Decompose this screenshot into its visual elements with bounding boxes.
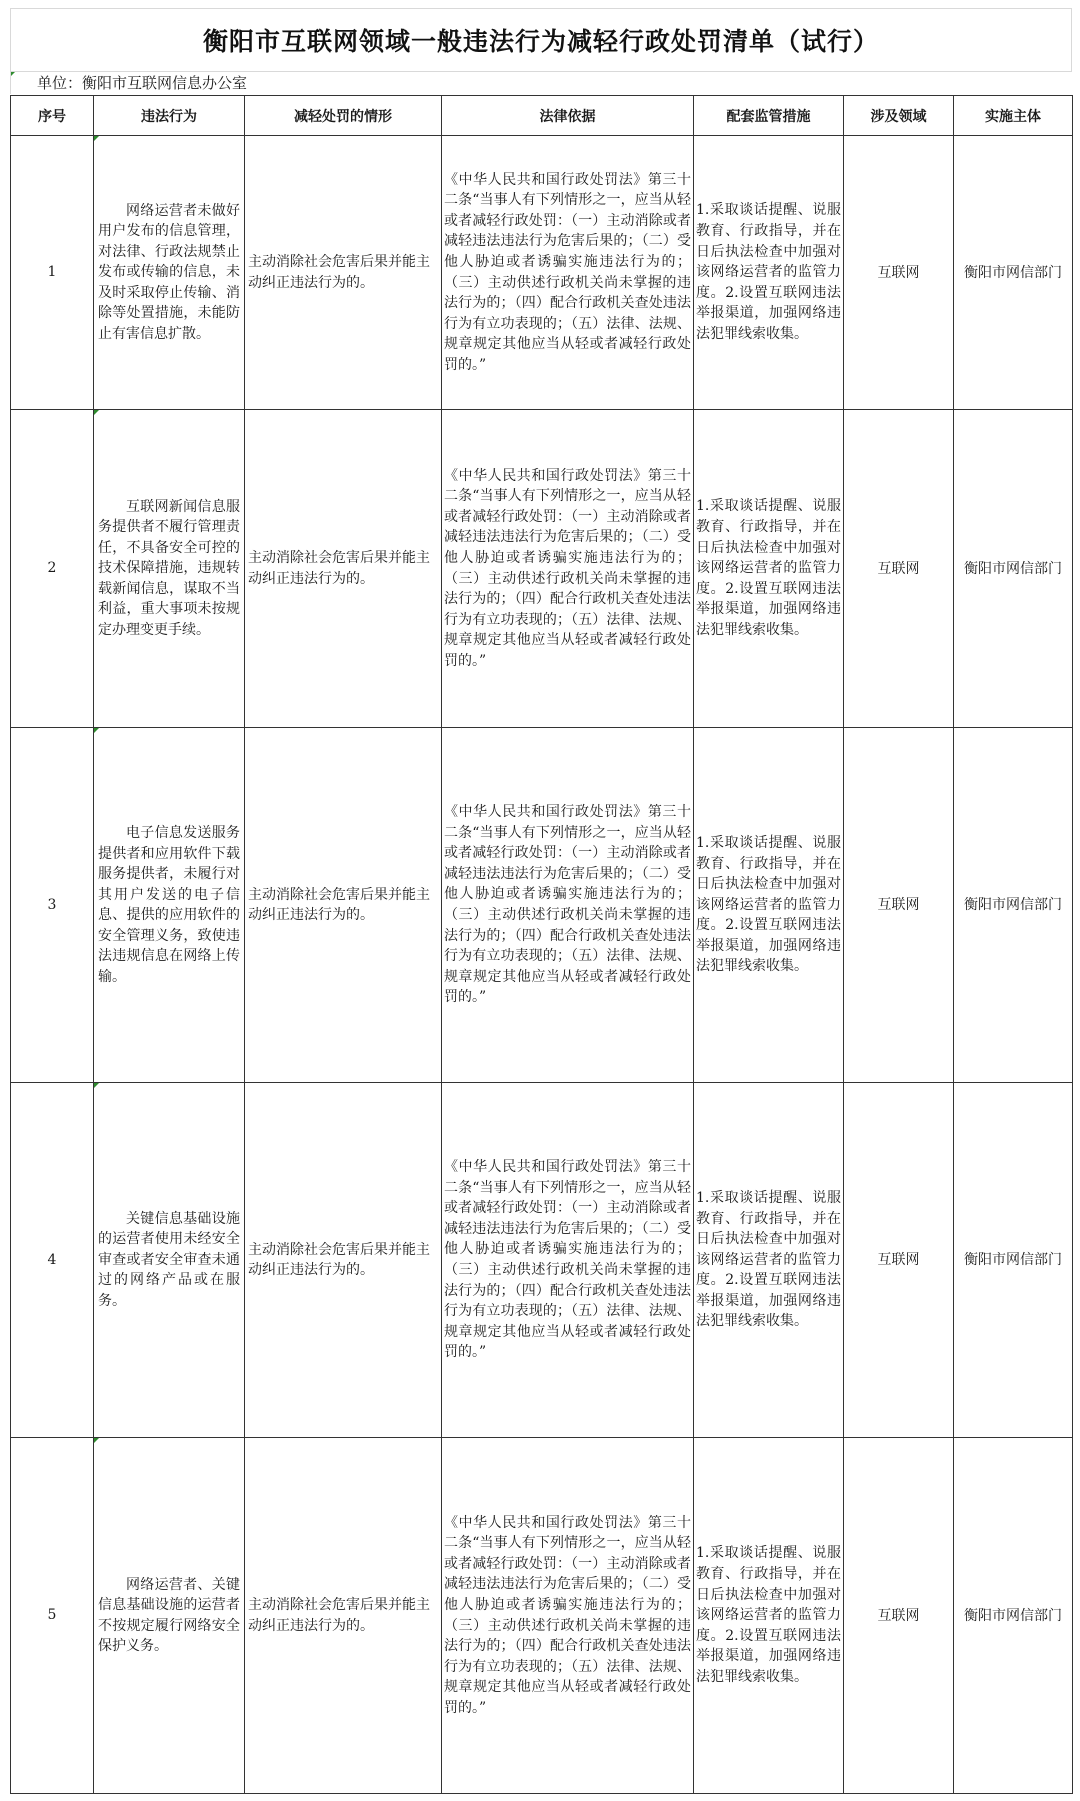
cell-comment-marker bbox=[94, 410, 99, 415]
violation-cell: 关键信息基础设施的运营者使用未经安全审查或者安全审查未通过的网络产品或在服务。 bbox=[94, 1083, 245, 1438]
field-cell: 互联网 bbox=[844, 1083, 954, 1438]
issuing-unit: 单位：衡阳市互联网信息办公室 bbox=[10, 72, 1070, 94]
cell-comment-marker bbox=[94, 136, 99, 141]
legal-basis-cell: 《中华人民共和国行政处罚法》第三十二条“当事人有下列情形之一，应当从轻或者减轻行政处罚：（一）主动消除或者减轻违法违法行为危害后果的；（二）受他人胁迫或者诱骗实施违法行为的；（三）主动供述行政机关尚未掌握的违法行为的；（四）配合行政机关查处违法行为有立功表现的；（五）法律、法规、规章规定其他应当从轻或者减轻行政处罚的。” bbox=[442, 1438, 694, 1794]
row-index: 5 bbox=[11, 1438, 94, 1794]
header-measures: 配套监管措施 bbox=[694, 96, 844, 136]
cell-comment-marker bbox=[94, 1083, 99, 1088]
document-sheet bbox=[10, 8, 1072, 1793]
legal-basis-cell: 《中华人民共和国行政处罚法》第三十二条“当事人有下列情形之一，应当从轻或者减轻行政处罚：（一）主动消除或者减轻违法违法行为危害后果的；（二）受他人胁迫或者诱骗实施违法行为的；（三）主动供述行政机关尚未掌握的违法行为的；（四）配合行政机关查处违法行为有立功表现的；（五）法律、法规、规章规定其他应当从轻或者减轻行政处罚的。” bbox=[442, 728, 694, 1083]
header-legal-basis: 法律依据 bbox=[442, 96, 694, 136]
mitigation-cell: 主动消除社会危害后果并能主动纠正违法行为的。 bbox=[245, 728, 442, 1083]
cell-comment-marker bbox=[94, 1438, 99, 1443]
legal-basis-cell: 《中华人民共和国行政处罚法》第三十二条“当事人有下列情形之一，应当从轻或者减轻行政处罚：（一）主动消除或者减轻违法违法行为危害后果的；（二）受他人胁迫或者诱骗实施违法行为的；（三）主动供述行政机关尚未掌握的违法行为的；（四）配合行政机关查处违法行为有立功表现的；（五）法律、法规、规章规定其他应当从轻或者减轻行政处罚的。” bbox=[442, 136, 694, 410]
measures-cell: 1.采取谈话提醒、说服教育、行政指导，并在日后执法检查中加强对该网络运营者的监管力度。2.设置互联网违法举报渠道，加强网络违法犯罪线索收集。 bbox=[694, 136, 844, 410]
subject-cell: 衡阳市网信部门 bbox=[954, 410, 1073, 728]
subject-cell: 衡阳市网信部门 bbox=[954, 1083, 1073, 1438]
legal-basis-cell: 《中华人民共和国行政处罚法》第三十二条“当事人有下列情形之一，应当从轻或者减轻行政处罚：（一）主动消除或者减轻违法违法行为危害后果的；（二）受他人胁迫或者诱骗实施违法行为的；（三）主动供述行政机关尚未掌握的违法行为的；（四）配合行政机关查处违法行为有立功表现的；（五）法律、法规、规章规定其他应当从轻或者减轻行政处罚的。” bbox=[442, 1083, 694, 1438]
field-cell: 互联网 bbox=[844, 728, 954, 1083]
table-row bbox=[11, 1083, 1073, 1438]
legal-basis-cell: 《中华人民共和国行政处罚法》第三十二条“当事人有下列情形之一，应当从轻或者减轻行政处罚：（一）主动消除或者减轻违法违法行为危害后果的；（二）受他人胁迫或者诱骗实施违法行为的；（三）主动供述行政机关尚未掌握的违法行为的；（四）配合行政机关查处违法行为有立功表现的；（五）法律、法规、规章规定其他应当从轻或者减轻行政处罚的。” bbox=[442, 410, 694, 728]
title-box bbox=[10, 8, 1072, 72]
header-subject: 实施主体 bbox=[954, 96, 1073, 136]
violation-cell: 电子信息发送服务提供者和应用软件下载服务提供者，未履行对其用户发送的电子信息、提供的应用软件的安全管理义务，致使违法违规信息在网络上传输。 bbox=[94, 728, 245, 1083]
header-violation: 违法行为 bbox=[94, 96, 245, 136]
field-cell: 互联网 bbox=[844, 410, 954, 728]
row-index: 4 bbox=[11, 1083, 94, 1438]
row-index: 1 bbox=[11, 136, 94, 410]
mitigation-cell: 主动消除社会危害后果并能主动纠正违法行为的。 bbox=[245, 1438, 442, 1794]
table-row bbox=[11, 136, 1073, 410]
document-title: 衡阳市互联网领域一般违法行为减轻行政处罚清单（试行） bbox=[202, 27, 879, 56]
measures-cell: 1.采取谈话提醒、说服教育、行政指导，并在日后执法检查中加强对该网络运营者的监管力度。2.设置互联网违法举报渠道，加强网络违法犯罪线索收集。 bbox=[694, 1083, 844, 1438]
measures-cell: 1.采取谈话提醒、说服教育、行政指导，并在日后执法检查中加强对该网络运营者的监管力度。2.设置互联网违法举报渠道，加强网络违法犯罪线索收集。 bbox=[694, 410, 844, 728]
cell-comment-marker bbox=[94, 728, 99, 733]
header-index: 序号 bbox=[11, 96, 94, 136]
mitigation-cell: 主动消除社会危害后果并能主动纠正违法行为的。 bbox=[245, 136, 442, 410]
header-mitigation: 减轻处罚的情形 bbox=[245, 96, 442, 136]
measures-cell: 1.采取谈话提醒、说服教育、行政指导，并在日后执法检查中加强对该网络运营者的监管力度。2.设置互联网违法举报渠道，加强网络违法犯罪线索收集。 bbox=[694, 728, 844, 1083]
field-cell: 互联网 bbox=[844, 136, 954, 410]
table-row bbox=[11, 410, 1073, 728]
subject-cell: 衡阳市网信部门 bbox=[954, 1438, 1073, 1794]
field-cell: 互联网 bbox=[844, 1438, 954, 1794]
mitigation-cell: 主动消除社会危害后果并能主动纠正违法行为的。 bbox=[245, 1083, 442, 1438]
header-field: 涉及领域 bbox=[844, 96, 954, 136]
row-index: 3 bbox=[11, 728, 94, 1083]
violation-cell: 互联网新闻信息服务提供者不履行管理责任，不具备安全可控的技术保障措施，违规转载新闻信息，谋取不当利益，重大事项未按规定办理变更手续。 bbox=[94, 410, 245, 728]
subject-cell: 衡阳市网信部门 bbox=[954, 136, 1073, 410]
measures-cell: 1.采取谈话提醒、说服教育、行政指导，并在日后执法检查中加强对该网络运营者的监管力度。2.设置互联网违法举报渠道，加强网络违法犯罪线索收集。 bbox=[694, 1438, 844, 1794]
penalty-table bbox=[10, 95, 1073, 1794]
subject-cell: 衡阳市网信部门 bbox=[954, 728, 1073, 1083]
row-index: 2 bbox=[11, 410, 94, 728]
violation-cell: 网络运营者未做好用户发布的信息管理，对法律、行政法规禁止发布或传输的信息，未及时采取停止传输、消除等处置措施，未能防止有害信息扩散。 bbox=[94, 136, 245, 410]
table-row bbox=[11, 1438, 1073, 1794]
violation-cell: 网络运营者、关键信息基础设施的运营者不按规定履行网络安全保护义务。 bbox=[94, 1438, 245, 1794]
mitigation-cell: 主动消除社会危害后果并能主动纠正违法行为的。 bbox=[245, 410, 442, 728]
table-header-row bbox=[11, 96, 1073, 136]
table-row bbox=[11, 728, 1073, 1083]
